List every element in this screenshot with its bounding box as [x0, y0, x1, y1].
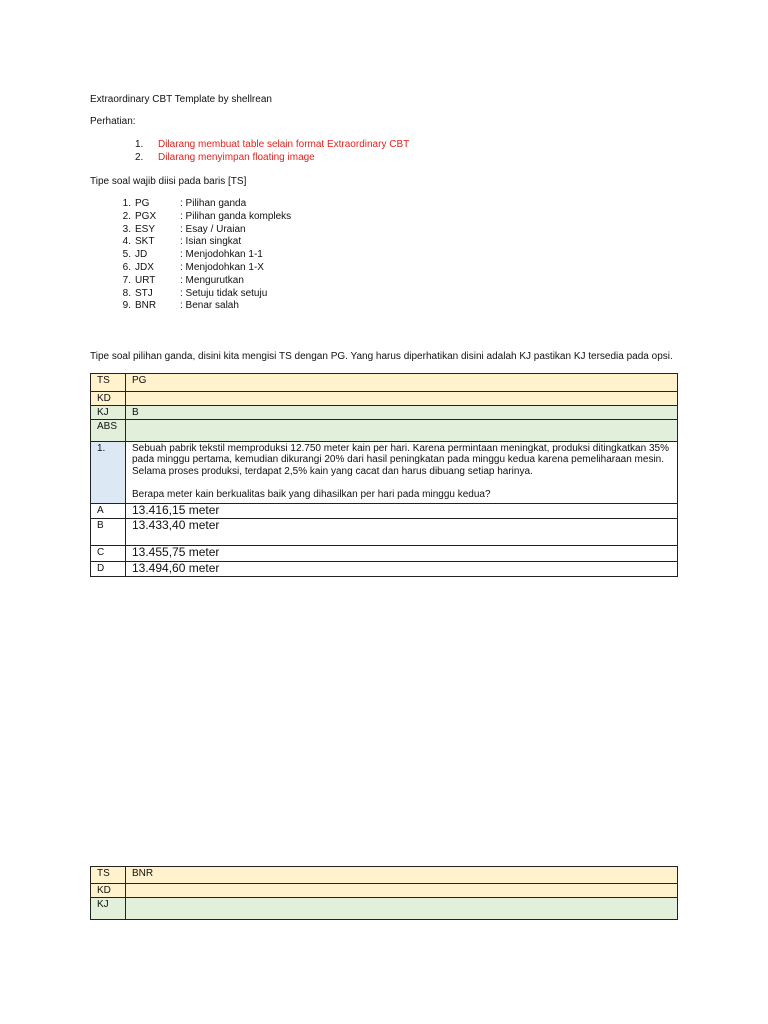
item-number: 8.: [122, 287, 131, 299]
ts-label: TS: [91, 867, 126, 884]
question-table-bnr: [90, 866, 678, 920]
item-code: PG: [135, 198, 150, 209]
item-code: BNR: [135, 300, 157, 312]
item-number: 4.: [122, 236, 131, 248]
option-value: 13.416,15 meter: [126, 503, 678, 518]
question-number: 1.: [91, 441, 126, 503]
ts-value: PG: [126, 374, 678, 392]
item-desc: : Mengurutkan: [180, 274, 244, 286]
option-row-b: [91, 518, 678, 545]
kd-value: [126, 884, 678, 898]
question-cell: [126, 441, 678, 503]
item-number: 7.: [122, 274, 131, 286]
ts-label: TS: [91, 374, 126, 392]
perhatian-label: Perhatian:: [90, 116, 136, 127]
item-desc: : Menjodohkan 1-X: [180, 261, 264, 273]
question-text: Sebuah pabrik tekstil memproduksi 12.750 meter kain per hari. Karena permintaan meningkat, produksi ditingkatkan 35% pada minggu pertama, kemudian dikurangi 20% dari hasil peningkatan pada minggu kedua karena pemeliharaan mesin. Selama proses produksi, terdapat 2,5% kain yang cacat dan harus dibuang setiap harinya.: [132, 442, 669, 477]
item-code: URT: [135, 274, 156, 286]
option-key: C: [91, 545, 126, 561]
abs-row: [91, 419, 678, 441]
item-desc: : Esay / Uraian: [180, 223, 246, 235]
item-number: 6.: [122, 261, 131, 273]
item-number: 9.: [122, 300, 131, 312]
option-value: 13.455,75 meter: [126, 545, 678, 561]
item-code: JDX: [135, 261, 154, 273]
item-code: JD: [135, 249, 148, 261]
option-key: B: [91, 518, 126, 545]
option-row-d: [91, 561, 678, 576]
abs-label: ABS: [91, 419, 126, 441]
item-desc: : Benar salah: [180, 300, 239, 312]
kd-row: [91, 884, 678, 898]
perhatian-item-number: 1.: [135, 139, 144, 150]
ts-row: [91, 867, 678, 884]
kj-row: [91, 897, 678, 919]
item-code: ESY: [135, 223, 156, 235]
option-value: 13.433,40 meter: [126, 518, 678, 545]
item-number: 1.: [122, 198, 131, 209]
abs-value: [126, 419, 678, 441]
perhatian-item-number: 2.: [135, 151, 144, 163]
kj-row: [91, 405, 678, 419]
kd-label: KD: [91, 392, 126, 406]
item-number: 3.: [122, 223, 131, 235]
item-number: 5.: [122, 249, 131, 261]
kj-value: [126, 897, 678, 919]
item-code: PGX: [135, 210, 157, 222]
option-row-a: [91, 503, 678, 518]
option-key: A: [91, 503, 126, 518]
perhatian-item-text: Dilarang membuat table selain format Extraordinary CBT: [158, 139, 410, 150]
question-row: [91, 441, 678, 503]
document-title: Extraordinary CBT Template by shellrean: [90, 94, 272, 105]
kd-value: [126, 392, 678, 406]
item-code: STJ: [135, 287, 153, 299]
item-code: SKT: [135, 236, 155, 248]
item-desc: : Isian singkat: [180, 236, 242, 248]
kd-label: KD: [91, 884, 126, 898]
item-desc: : Pilihan ganda: [180, 198, 247, 209]
item-desc: : Pilihan ganda kompleks: [180, 210, 292, 222]
item-number: 2.: [122, 210, 131, 222]
option-key: D: [91, 561, 126, 576]
ts-value: BNR: [126, 867, 678, 884]
kj-label: KJ: [91, 897, 126, 919]
pg-note: Tipe soal pilihan ganda, disini kita mengisi TS dengan PG. Yang harus diperhatikan disini adalah KJ pastikan KJ tersedia pada opsi.: [90, 351, 673, 362]
question-prompt: Berapa meter kain berkualitas baik yang dihasilkan per hari pada minggu kedua?: [132, 488, 491, 500]
option-value: 13.494,60 meter: [126, 561, 678, 576]
kj-value: B: [126, 405, 678, 419]
kd-row: [91, 392, 678, 406]
ts-row: [91, 374, 678, 392]
option-row-c: [91, 545, 678, 561]
tipe-soal-intro: Tipe soal wajib diisi pada baris [TS]: [90, 176, 247, 187]
item-desc: : Setuju tidak setuju: [180, 287, 268, 299]
item-desc: : Menjodohkan 1-1: [180, 249, 263, 261]
perhatian-item-text: Dilarang menyimpan floating image: [158, 151, 315, 163]
question-table-pg: [90, 373, 678, 577]
kj-label: KJ: [91, 405, 126, 419]
